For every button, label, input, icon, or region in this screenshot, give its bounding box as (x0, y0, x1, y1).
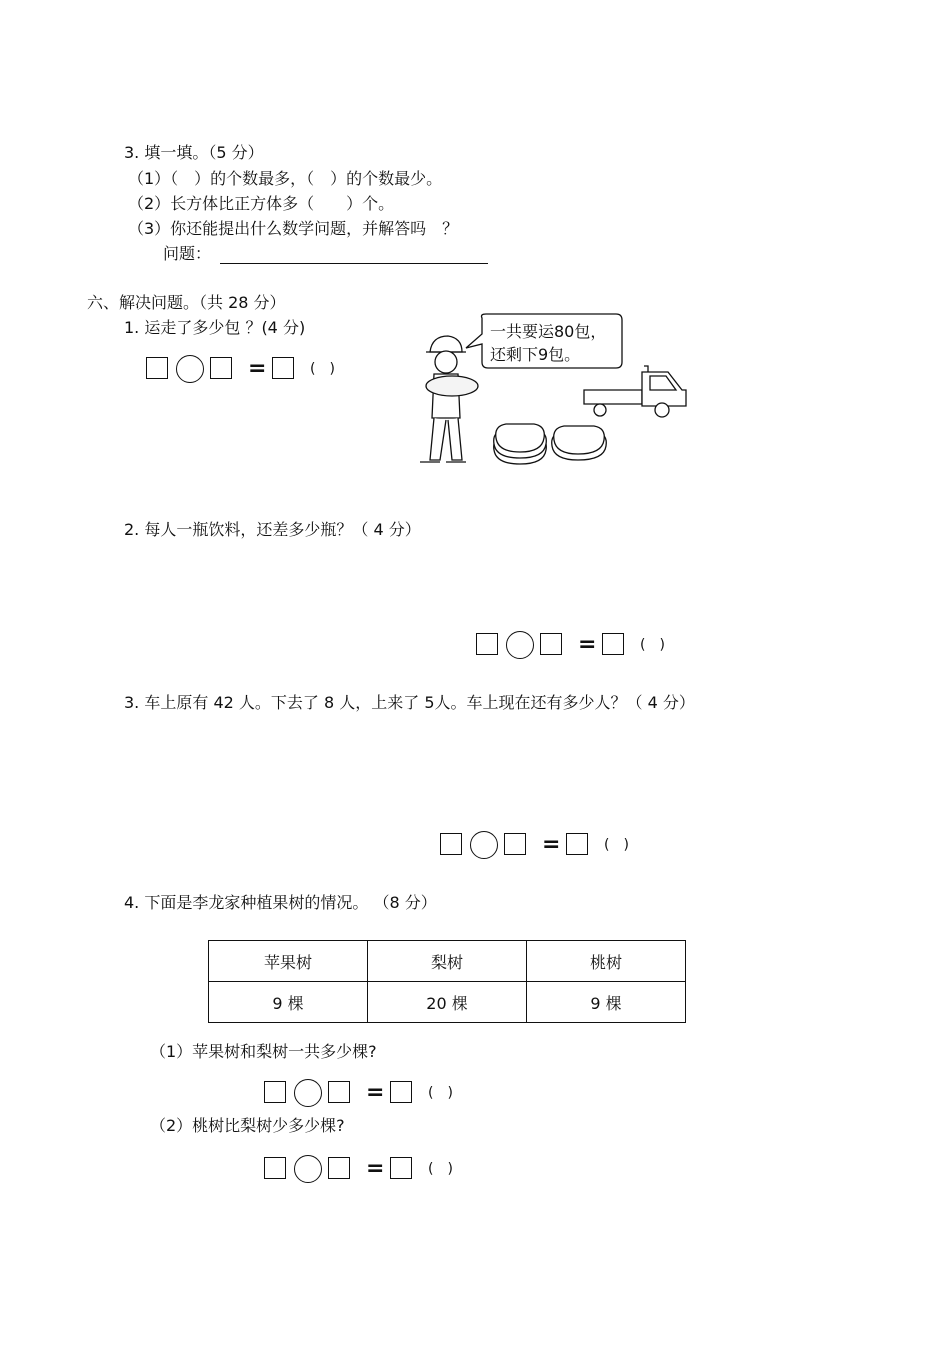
operator-circle[interactable] (294, 1155, 322, 1183)
answer-line[interactable] (220, 263, 488, 264)
unit-parentheses[interactable]: ( ) (428, 1085, 453, 1101)
number-box[interactable] (440, 833, 462, 855)
equals-sign: = (248, 356, 267, 381)
problem-2-title: 2. 每人一瓶饮料，还差多少瓶？（ 4 分） (124, 520, 421, 539)
result-box[interactable] (566, 833, 588, 855)
unit-parentheses[interactable]: ( ) (640, 637, 665, 653)
table-cell: 9 棵 (527, 982, 686, 1023)
result-box[interactable] (390, 1157, 412, 1179)
table-header-cell: 苹果树 (209, 941, 368, 982)
equation-2 (476, 630, 696, 660)
equals-sign: = (366, 1080, 385, 1105)
section-six-title: 六、解决问题。（共 28 分） (87, 293, 286, 312)
worker-truck-illustration (410, 310, 700, 470)
problem-1-title: 1. 运走了多少包 ？(4 分) (124, 318, 306, 337)
fill-item-1: （1）（ ）的个数最多，（ ）的个数最少。 (128, 169, 443, 188)
problem-4-sub-2: （2）桃树比梨树少多少棵? (150, 1116, 345, 1135)
number-box[interactable] (504, 833, 526, 855)
table-cell: 20 棵 (368, 982, 527, 1023)
problem-4-sub-1: （1）苹果树和梨树一共多少棵? (150, 1042, 377, 1061)
worker-figure (420, 336, 478, 462)
unit-parentheses[interactable]: ( ) (428, 1161, 453, 1177)
fill-item-2: （2）长方体比正方体多（ ）个。 (128, 194, 395, 213)
problem-4-title: 4. 下面是李龙家种植果树的情况。 （8 分） (124, 893, 437, 912)
equation-3 (440, 830, 660, 860)
equation-1 (146, 354, 366, 384)
truck (584, 366, 686, 417)
number-box[interactable] (264, 1081, 286, 1103)
table-header-cell: 桃树 (527, 941, 686, 982)
operator-circle[interactable] (294, 1079, 322, 1107)
equals-sign: = (542, 832, 561, 857)
stacked-bags (494, 424, 607, 464)
equals-sign: = (366, 1156, 385, 1181)
operator-circle[interactable] (176, 355, 204, 383)
number-box[interactable] (264, 1157, 286, 1179)
operator-circle[interactable] (470, 831, 498, 859)
fruit-tree-table (208, 940, 686, 1023)
speech-line-2: 还剩下9包。 (490, 345, 581, 364)
number-box[interactable] (476, 633, 498, 655)
number-box[interactable] (210, 357, 232, 379)
table-row (209, 982, 686, 1023)
unit-parentheses[interactable]: ( ) (604, 837, 629, 853)
equation-5 (264, 1154, 484, 1184)
unit-parentheses[interactable]: ( ) (310, 361, 335, 377)
fill-question-title: 3. 填一填。（5 分） (124, 143, 264, 162)
question-label: 问题： (163, 244, 212, 263)
number-box[interactable] (328, 1157, 350, 1179)
table-header-row (209, 941, 686, 982)
number-box[interactable] (146, 357, 168, 379)
equation-4 (264, 1078, 484, 1108)
number-box[interactable] (540, 633, 562, 655)
result-box[interactable] (602, 633, 624, 655)
table-header-cell: 梨树 (368, 941, 527, 982)
result-box[interactable] (390, 1081, 412, 1103)
fill-item-3: （3）你还能提出什么数学问题，并解答吗 ？ (128, 219, 459, 238)
table-cell: 9 棵 (209, 982, 368, 1023)
equals-sign: = (578, 632, 597, 657)
result-box[interactable] (272, 357, 294, 379)
speech-line-1: 一共要运80包， (490, 322, 607, 341)
operator-circle[interactable] (506, 631, 534, 659)
problem-3-title: 3. 车上原有 42 人。下去了 8 人，上来了 5人。车上现在还有多少人？（ 4 分） (124, 693, 695, 712)
number-box[interactable] (328, 1081, 350, 1103)
